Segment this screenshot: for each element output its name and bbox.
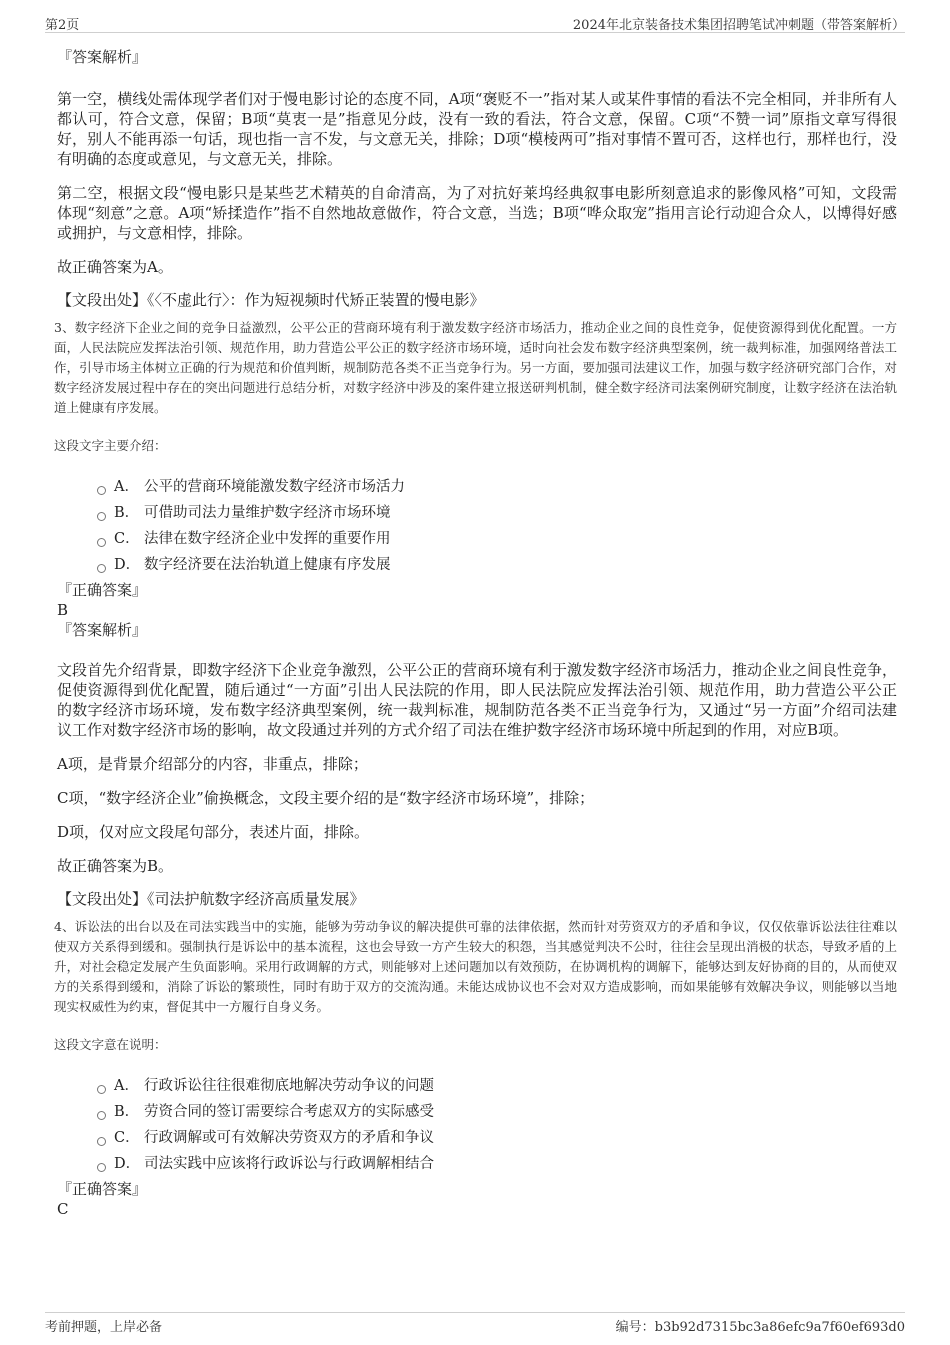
radio-icon[interactable] bbox=[97, 512, 106, 521]
q4-options bbox=[97, 1073, 897, 1177]
option-text: 公平的营商环境能激发数字经济市场活力 bbox=[144, 479, 405, 495]
q3-analysis-paragraph-2: A项，是背景介绍部分的内容，非重点，排除； bbox=[57, 755, 368, 773]
analysis-label: 『答案解析』 bbox=[57, 48, 148, 66]
q2-source: 【文段出处】《〈不虚此行〉：作为短视频时代矫正装置的慢电影》 bbox=[57, 291, 485, 309]
q2-analysis-paragraph-1: 第一空，横线处需体现学者们对于慢电影讨论的态度不同，A项“褒贬不一”指对某人或某件事情的看法不完全相同，并非所有人都认可，符合文意，保留；B项“莫衷一是”指意见分歧，没有一致的看法，符合文意，保留。C项“不赞一词”原指文章写得很好，别人不能再添一句话，现也指一言不发，与文意无关，排除；D项“模棱两可”指对事情不置可否，这样也行，那样也行，没有明确的态度或意见，与文意无关，排除。 bbox=[57, 90, 897, 168]
radio-icon[interactable] bbox=[97, 1163, 106, 1172]
q4-option-c[interactable] bbox=[97, 1125, 897, 1151]
q3-option-c[interactable] bbox=[97, 526, 897, 552]
q4-question-text: 4、诉讼法的出台以及在司法实践当中的实施，能够为劳动争议的解决提供可靠的法律依据，然而针对劳资双方的矛盾和争议，仅仅依靠诉讼法往往难以使双方关系得到缓和。强制执行是诉讼中的基本流程，这也会导致一方产生较大的积怨，当其感觉判决不公时，往往会呈现出消极的状态，导致矛盾的上升，对社会稳定发展产生负面影响。采用行政调解的方式，则能够对上述问题加以有效预防，在协调机构的调解下，能够达到友好协商的目的，从而使双方的关系得到缓和，消除了诉讼的繁琐性，同时有助于双方的交流沟通。未能达成协议也不会对双方造成影响，而如果能够有效解决争议，则能够以当地现实权威性为约束，督促其中一方履行自身义务。 bbox=[54, 919, 897, 1014]
q4-option-b[interactable] bbox=[97, 1099, 897, 1125]
correct-answer-label: 『正确答案』 bbox=[57, 1180, 148, 1198]
analysis-label: 『答案解析』 bbox=[57, 621, 148, 639]
radio-icon[interactable] bbox=[97, 564, 106, 573]
radio-icon[interactable] bbox=[97, 1137, 106, 1146]
option-text: 可借助司法力量维护数字经济市场环境 bbox=[144, 505, 391, 521]
option-letter: D． bbox=[114, 557, 141, 573]
q3-conclusion: 故正确答案为B。 bbox=[57, 857, 174, 875]
q3-option-d[interactable] bbox=[97, 552, 897, 578]
radio-icon[interactable] bbox=[97, 1111, 106, 1120]
q2-analysis-paragraph-2: 第二空，根据文段“慢电影只是某些艺术精英的自命清高，为了对抗好莱坞经典叙事电影所刻意追求的影像风格”可知，文段需体现“刻意”之意。A项“矫揉造作”指不自然地故意做作，符合文意，当选；B项“哗众取宠”指用言论行动迎合众人，以博得好感或拥护，与文意相悖，排除。 bbox=[57, 184, 897, 242]
option-text: 行政调解或可有效解决劳资双方的矛盾和争议 bbox=[144, 1130, 434, 1146]
page-footer bbox=[45, 1312, 905, 1337]
option-text: 数字经济要在法治轨道上健康有序发展 bbox=[144, 557, 391, 573]
q3-option-b[interactable] bbox=[97, 500, 897, 526]
q3-analysis-paragraph-1: 文段首先介绍背景，即数字经济下企业竞争激烈，公平公正的营商环境有利于激发数字经济市场活力，推动企业之间良性竞争，促使资源得到优化配置，随后通过“一方面”引出人民法院的作用，即人民法院应发挥法治引领、规范作用，助力营造公平公正的数字经济市场环境，发布数字经济典型案例，统一裁判标准，规制防范各类不正当竞争行为，又通过“另一方面”介绍司法建议工作对数字经济市场的影响，故文段通过并列的方式介绍了司法在维护数字经济市场环境中所起到的作用，对应B项。 bbox=[57, 661, 898, 739]
correct-answer-label: 『正确答案』 bbox=[57, 581, 148, 599]
q2-conclusion: 故正确答案为A。 bbox=[57, 258, 173, 276]
radio-icon[interactable] bbox=[97, 486, 106, 495]
radio-icon[interactable] bbox=[97, 538, 106, 547]
q4-option-d[interactable] bbox=[97, 1151, 897, 1177]
q3-question-text: 3、数字经济下企业之间的竞争日益激烈，公平公正的营商环境有利于激发数字经济市场活力，推动企业之间的良性竞争，促使资源得到优化配置。一方面，人民法院应发挥法治引领、规范作用，助力营造公平公正的数字经济市场环境，适时向社会发布数字经济典型案例，统一裁判标准，加强网络普法工作，引导市场主体树立正确的行为规范和价值判断，规制防范各类不正当竞争行为。另一方面，要加强司法建议工作，加强与数字经济研究部门合作，对数字经济发展过程中存在的突出问题进行总结分析，对数字经济中涉及的案件建立报送研判机制，健全数字经济司法案例研究制度，让数字经济在法治轨道上健康有序发展。 bbox=[54, 320, 897, 415]
q3-options bbox=[97, 474, 897, 578]
q3-answer: B bbox=[57, 601, 69, 619]
option-text: 行政诉讼往往很难彻底地解决劳动争议的问题 bbox=[144, 1078, 434, 1094]
option-text: 法律在数字经济企业中发挥的重要作用 bbox=[144, 531, 391, 547]
option-text: 劳资合同的签订需要综合考虑双方的实际感受 bbox=[144, 1104, 434, 1120]
option-text: 司法实践中应该将行政诉讼与行政调解相结合 bbox=[144, 1156, 434, 1172]
q4-prompt: 这段文字意在说明： bbox=[54, 1037, 167, 1052]
footer-slogan: 考前押题，上岸必备 bbox=[45, 1320, 163, 1335]
option-letter: B． bbox=[114, 505, 140, 521]
page-number: 第2页 bbox=[45, 18, 80, 33]
document-title: 2024年北京装备技术集团招聘笔试冲刺题（带答案解析） bbox=[572, 18, 905, 33]
option-letter: D． bbox=[114, 1156, 141, 1172]
q3-analysis-paragraph-4: D项，仅对应文段尾句部分，表述片面，排除。 bbox=[57, 823, 370, 841]
option-letter: C． bbox=[114, 1130, 140, 1146]
option-letter: B． bbox=[114, 1104, 140, 1120]
q3-option-a[interactable] bbox=[97, 474, 897, 500]
option-letter: A． bbox=[114, 1078, 139, 1094]
q4-option-a[interactable] bbox=[97, 1073, 897, 1099]
option-letter: A． bbox=[114, 479, 139, 495]
main-content bbox=[54, 38, 898, 1219]
q3-source: 【文段出处】《司法护航数字经济高质量发展》 bbox=[57, 890, 365, 908]
page-header bbox=[45, 10, 905, 33]
option-letter: C． bbox=[114, 531, 140, 547]
document-code: 编号：b3b92d7315bc3a86efc9a7f60ef693d0 bbox=[615, 1320, 905, 1335]
radio-icon[interactable] bbox=[97, 1085, 106, 1094]
q4-answer: C bbox=[57, 1200, 69, 1218]
q3-prompt: 这段文字主要介绍： bbox=[54, 438, 167, 453]
q3-analysis-paragraph-3: C项，“数字经济企业”偷换概念，文段主要介绍的是“数字经济市场环境”，排除； bbox=[57, 789, 595, 807]
